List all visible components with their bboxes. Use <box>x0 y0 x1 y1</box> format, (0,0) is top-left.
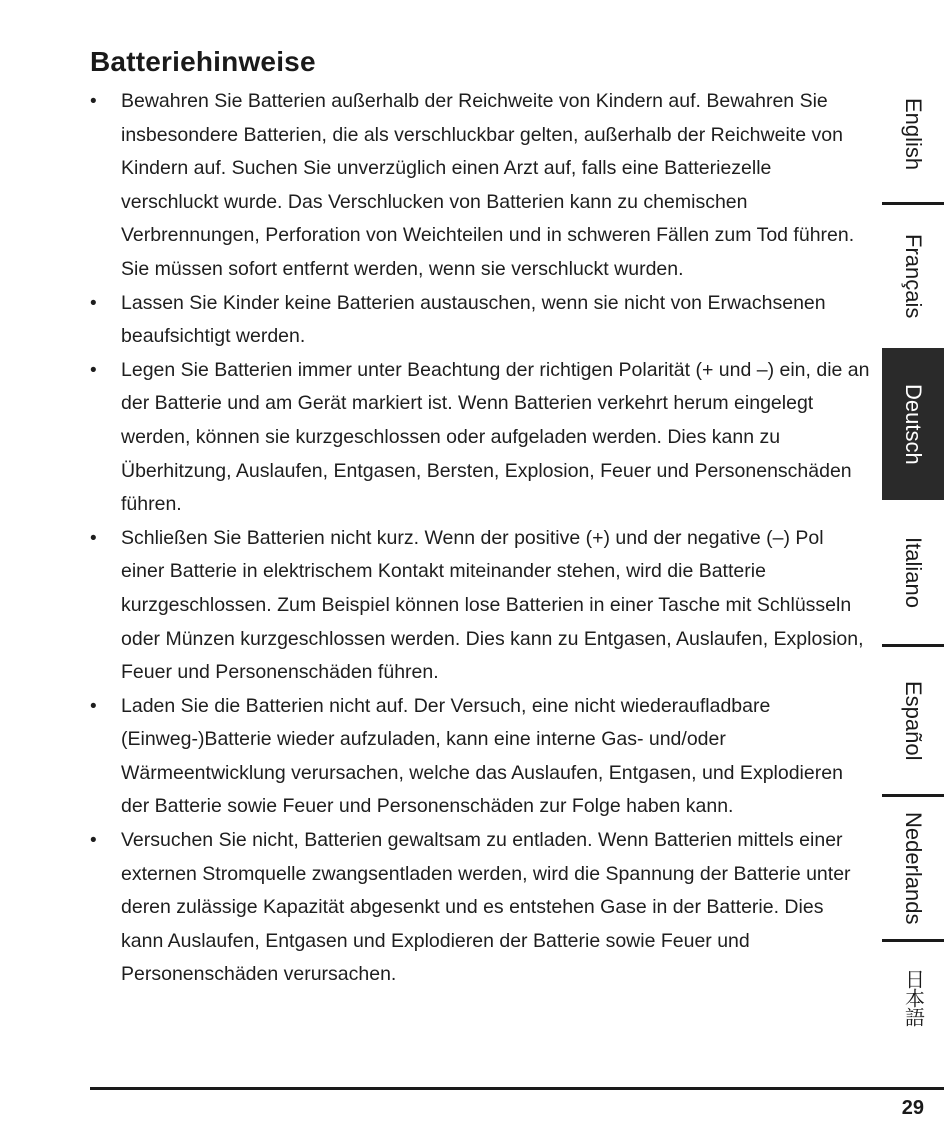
note-text: Legen Sie Batterien immer unter Beachtung der richtigen Polarität (+ und –) ein, die an der Batterie und am Gerät markiert ist. Wenn Batterien verkehrt herum eingelegt werden, können sie kurzgeschlossen oder aufgeladen werden. Dies kann zu Überhitzung, Auslaufen, Entgasen, Bersten, Explosion, Feuer und Personenschäden führen. <box>121 358 870 516</box>
bullet-icon: • <box>90 695 97 717</box>
tab-espanol[interactable] <box>882 647 944 794</box>
bullet-icon: • <box>90 91 97 112</box>
list-item <box>90 522 870 690</box>
tab-japanese[interactable] <box>882 942 944 1052</box>
tab-italiano-label: Italiano <box>901 536 926 608</box>
tab-nederlands[interactable] <box>882 797 944 939</box>
tab-deutsch[interactable] <box>882 348 944 500</box>
list-item <box>90 354 870 522</box>
list-item <box>90 690 870 824</box>
page-title: Batteriehinweise <box>90 46 316 77</box>
tab-english[interactable] <box>882 66 944 202</box>
note-text: Schließen Sie Batterien nicht kurz. Wenn der positive (+) und der negative (–) Pol einer Batterie in elektrischem Kontakt miteinander stehen, wird die Batterie kurzgeschlossen. Zum Beispiel können lose Batterien in einer Tasche mit Schlüsseln oder Münzen kurzgeschlossen werden. Dies kann zu Entgasen, Auslaufen, Explosion, Feuer und Personenschäden führen. <box>121 526 864 684</box>
tab-deutsch-label: Deutsch <box>901 383 926 465</box>
note-text: Versuchen Sie nicht, Batterien gewaltsam zu entladen. Wenn Batterien mittels einer externen Stromquelle zwangsentladen werden, wird die Spannung der Batterie unter deren zulässige Kapazität abgesenkt und es entstehen Gase in der Batterie. Dies kann Auslaufen, Entgasen und Explodieren der Batterie sowie Feuer und Personenschäden verursachen. <box>121 829 851 986</box>
tab-francais[interactable] <box>882 205 944 348</box>
bullet-icon: • <box>90 292 97 314</box>
tab-nederlands-label: Nederlands <box>901 811 926 925</box>
note-text: Laden Sie die Batterien nicht auf. Der Versuch, eine nicht wiederaufladbare (Einweg-)Batterie wieder aufzuladen, kann eine interne Gas- und/oder Wärmeentwicklung verursachen, welche das Auslaufen, Entgasen, und Explodieren der Batterie sowie Feuer und Personenschäden zur Folge haben kann. <box>121 694 843 818</box>
page-number: 29 <box>901 1097 924 1119</box>
note-text: Lassen Sie Kinder keine Batterien austauschen, wenn sie nicht von Erwachsenen beaufsichtigt werden. <box>121 291 826 348</box>
list-item <box>90 85 870 287</box>
bullet-icon: • <box>90 830 97 852</box>
bullet-icon: • <box>90 359 97 381</box>
footer-rule <box>90 1087 944 1090</box>
tab-espanol-label: Español <box>901 680 926 761</box>
note-text: Bewahren Sie Batterien außerhalb der Reichweite von Kindern auf. Bewahren Sie insbesondere Batterien, die als verschluckbar gelten, außerhalb der Reichweite von Kindern auf. Suchen Sie unverzüglich einen Arzt auf, falls eine Batteriezelle verschluckt wurde. Das Verschlucken von Batterien kann zu chemischen Verbrennungen, Perforation von Weichteilen und in schweren Fällen zum Tod führen. Sie müssen sofort entfernt werden, wenn sie verschluckt wurden. <box>121 90 855 280</box>
tab-italiano[interactable] <box>882 500 944 644</box>
list-item <box>90 824 870 992</box>
tab-francais-label: Français <box>901 234 926 319</box>
tab-english-label: English <box>901 97 926 171</box>
list-item <box>90 287 870 354</box>
battery-notes-list <box>90 85 870 992</box>
bullet-icon: • <box>90 527 97 549</box>
tab-japanese-label: 日本語 <box>901 968 924 1026</box>
